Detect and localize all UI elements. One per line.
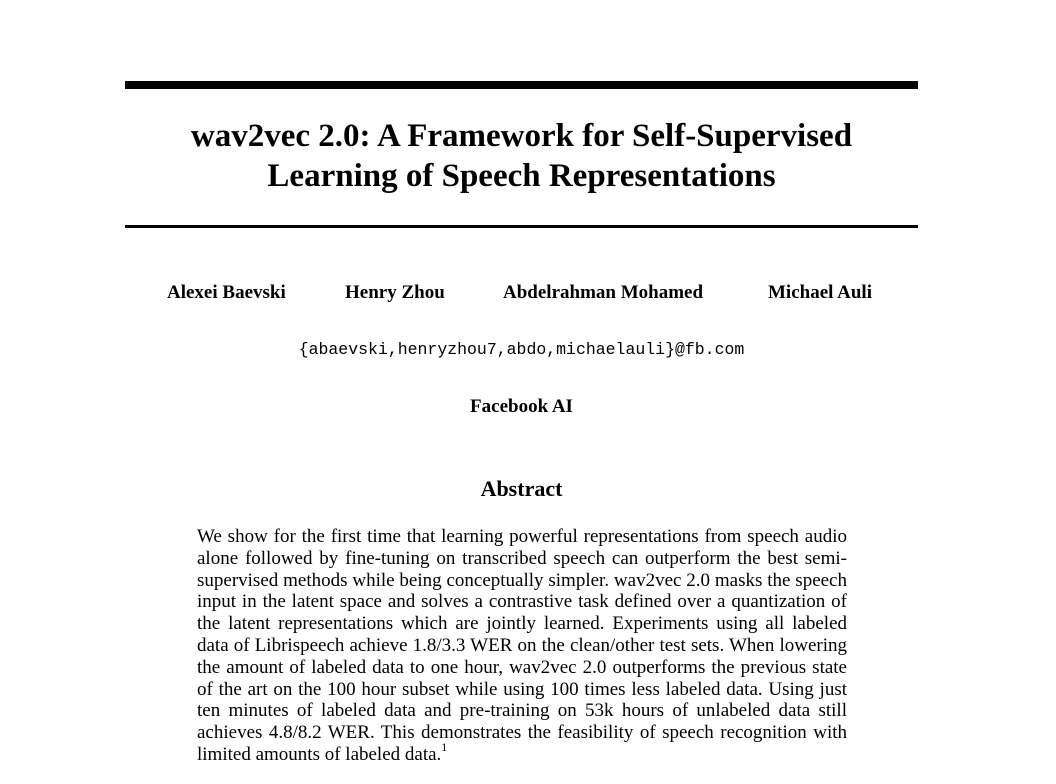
author-name: Henry Zhou	[345, 282, 445, 303]
paper-title-line-2: Learning of Speech Representations	[267, 158, 776, 194]
author-name: Michael Auli	[768, 282, 872, 303]
author-name: Alexei Baevski	[167, 282, 286, 303]
author-affiliation: Facebook AI	[470, 396, 573, 417]
title-bottom-rule	[125, 225, 918, 228]
author-name: Abdelrahman Mohamed	[503, 282, 704, 303]
paper-title	[125, 116, 918, 196]
abstract-paragraph	[197, 526, 847, 766]
footnote-marker: 1	[441, 739, 448, 754]
paper-title-line-1: wav2vec 2.0: A Framework for Self-Supervised	[190, 118, 853, 154]
abstract-heading: Abstract	[480, 476, 563, 501]
abstract-text: We show for the first time that learning powerful representations from speech audio alone followed by fine-tuning on transcribed speech can outperform the best semi-supervised methods while being conceptually simpler. wav2vec 2.0 masks the speech input in the latent space and solves a contrastive task defined over a quantization of the latent representations which are jointly learned. Experiments using all labeled data of Librispeech achieve 1.8/3.3 WER on the clean/other test sets. When lowering the amount of labeled data to one hour, wav2vec 2.0 outperforms the previous state of the art on the 100 hour subset while using 100 times less labeled data. Using just ten minutes of labeled data and pre-training on 53k hours of unlabeled data still achieves 4.8/8.2 WER. This demonstrates the feasibility of speech recognition with limited amounts of labeled data.	[197, 526, 847, 765]
title-top-rule	[125, 81, 918, 89]
author-emails: {abaevski,henryzhou7,abdo,michaelauli}@fb.com	[298, 340, 745, 359]
